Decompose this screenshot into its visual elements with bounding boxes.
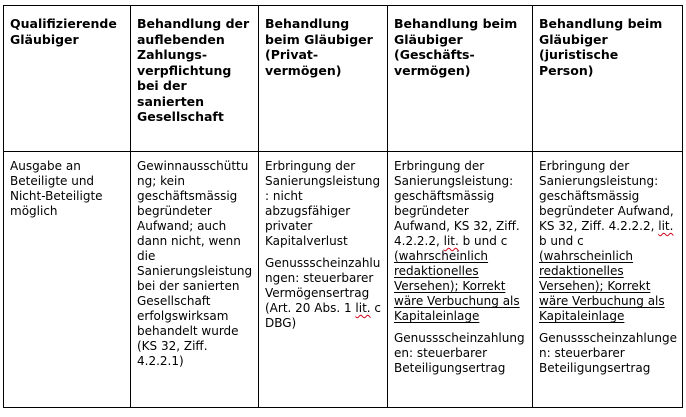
cell-treatment-private (259, 152, 388, 408)
paragraph-genussschein: Genussscheinzahlungen: steuerbarer Beteiligungsertrag (394, 331, 525, 375)
underlined-note: (wahrscheinlich redaktionelles Versehen); Korrekt wäre Verbuchung als Kapitaleinlage (394, 249, 520, 323)
header-treatment-business: Behandlung beim Gläubiger (Geschäfts-vermögen) (388, 6, 533, 152)
paragraph-sanierung: Erbringung der Sanierungsleistung: geschäftsmässig begründeter Aufwand, KS 32, Ziff. 4.2.2.2, lit. b und c (wahrscheinlich redaktionelles Versehen); Korrekt wäre Verbuchung als Kapitaleinlage (394, 159, 520, 323)
cell-treatment-company (131, 152, 259, 408)
paragraph-sanierung: Erbringung der Sanierungsleistung: nicht abzugsfähiger privater Kapitalverlust (265, 159, 381, 248)
cell-text: Ausgabe an Beteiligte und Nicht-Beteiligte möglich (10, 159, 103, 218)
cell-treatment-legal-entity (533, 152, 683, 408)
cell-treatment-business (388, 152, 533, 408)
tax-treatment-table (3, 5, 683, 408)
table-row (4, 152, 683, 408)
paragraph-genussschein: Genussscheinzahlungen: steuerbarer Vermögensertrag (Art. 20 Abs. 1 lit. c DBG) (265, 256, 382, 330)
spellcheck-word: lit. (355, 301, 371, 315)
cell-text: Gewinnausschüttung; kein geschäftsmässig begründeter Aufwand; auch dann nicht, wenn die Sanierungsleistung bei der sanierten Gesellschaft erfolgswirksam behandelt wurde (KS 32, Ziff. 4.2.2.1) (137, 159, 253, 368)
header-treatment-legal-entity: Behandlung beim Gläubiger (juristische Person) (533, 6, 683, 152)
header-treatment-company: Behandlung der auflebenden Zahlungs-verpflichtung bei der sanierten Gesellschaft (131, 6, 259, 152)
paragraph-genussschein: Genussscheinzahlungen: steuerbarer Beteiligungsertrag (539, 331, 677, 375)
header-qualifying-creditors: Qualifizierende Gläubiger (4, 6, 131, 152)
header-treatment-private: Behandlung beim Gläubiger (Privat-vermögen) (259, 6, 388, 152)
spellcheck-word: lit. (443, 234, 459, 248)
paragraph-sanierung: Erbringung der Sanierungsleistung: geschäftsmässig begründeter Aufwand, KS 32, Ziff. 4.2.2.2, lit. b und c (wahrscheinlich redaktionelles Versehen); Korrekt wäre Verbuchung als Kapitaleinlage (539, 159, 674, 323)
underlined-note: (wahrscheinlich redaktionelles Versehen); Korrekt wäre Verbuchung als Kapitaleinlage (539, 249, 665, 323)
cell-qualifying-creditors (4, 152, 131, 408)
spellcheck-word: lit. (658, 219, 674, 233)
table-header-row (4, 6, 683, 152)
